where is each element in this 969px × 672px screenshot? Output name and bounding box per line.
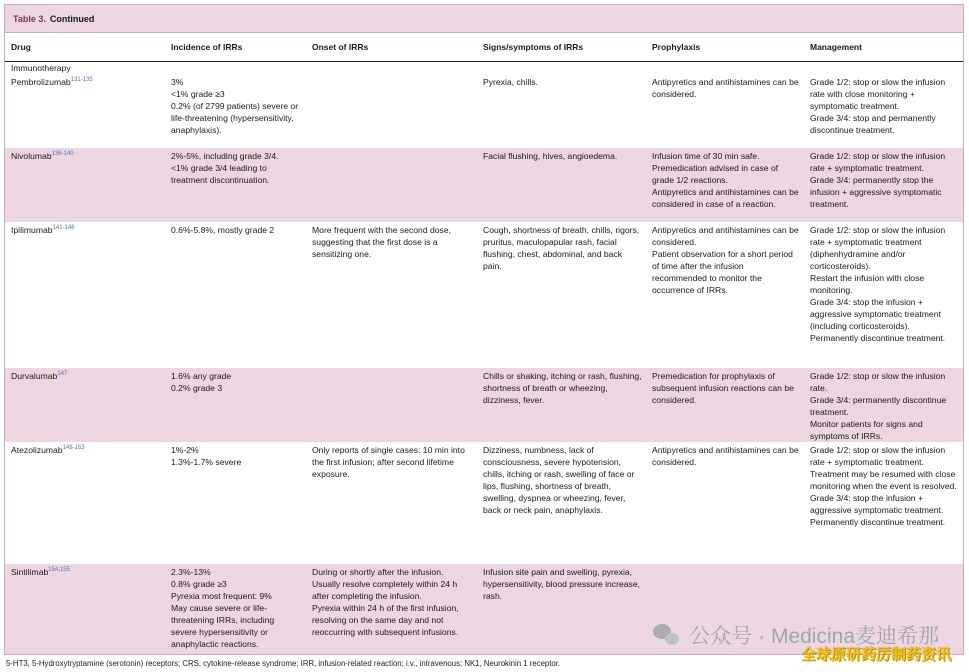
cell-onset <box>306 74 477 148</box>
management-text: Grade 1/2: stop or slow the infusion rate with close monitoring + symptomatic treatment. <box>810 77 946 111</box>
cell-onset <box>306 442 477 564</box>
prophylaxis-text: Antipyretics and antihistamines can be considered. <box>652 445 799 467</box>
prophylaxis-text: Antipyretics and antihistamines can be considered. <box>652 77 799 99</box>
table-row <box>5 148 964 222</box>
prophylaxis-text: Premedication for prophylaxis of subsequent infusion reactions can be considered. <box>652 371 794 405</box>
signs-text: Infusion site pain and swelling, pyrexia, hypersensitivity, blood pressure increase, rash. <box>483 567 640 601</box>
cell-management <box>804 148 964 222</box>
table-row <box>5 222 964 368</box>
group-label: Immunotherapy <box>11 63 71 73</box>
management-text: Grade 1/2: stop or slow the infusion rate + symptomatic treatment. <box>810 151 946 173</box>
wechat-icon <box>653 624 681 646</box>
header-row <box>5 33 964 62</box>
cell-incidence <box>165 368 306 442</box>
incidence-text: 1.6% any grade <box>171 371 232 381</box>
drug-name: Ipilimumab <box>11 225 53 235</box>
incidence-text: 0.8% grade ≥3 <box>171 579 227 589</box>
signs-text: Pyrexia, chills. <box>483 77 538 87</box>
cell-drug <box>5 74 165 148</box>
cell-prophylaxis <box>646 74 804 148</box>
header-drug: Drug <box>5 33 165 62</box>
header-prophylaxis: Prophylaxis <box>646 33 804 62</box>
drug-name: Sintilimab <box>11 567 49 577</box>
cell-prophylaxis <box>646 442 804 564</box>
table-row <box>5 368 964 442</box>
table-label: Table 3. <box>13 13 46 24</box>
incidence-text: Pyrexia most frequent: 9% <box>171 591 272 601</box>
onset-text: Usually resolve completely within 24 h after completing the infusion. <box>312 579 458 601</box>
watermark-text: 公众号 · Medicina麦迪希那 <box>689 625 939 648</box>
cell-signs <box>477 148 646 222</box>
cell-prophylaxis <box>646 222 804 368</box>
cell-prophylaxis <box>646 368 804 442</box>
signs-text: Chills or shaking, itching or rash, flushing, shortness of breath or wheezing, dizziness, fever. <box>483 371 642 405</box>
cell-signs <box>477 564 646 655</box>
prophylaxis-text: Antipyretics and antihistamines can be considered. <box>652 225 799 247</box>
incidence-text: 3% <box>171 77 184 87</box>
management-text: Grade 1/2: stop or slow the infusion rate + symptomatic treatment (diphenhydramine and/or corticosteroids). <box>810 225 946 271</box>
cell-incidence <box>165 74 306 148</box>
onset-text: More frequent with the second dose, suggesting that the first dose is a sensitizing one. <box>312 225 452 259</box>
cell-management <box>804 74 964 148</box>
header-management: Management <box>804 33 964 62</box>
table-footnote: 5-HT3, 5-Hydroxytryptamine (serotonin) receptors; CRS, cytokine-release syndrome; IRR, infusion-related reaction; i.v., intravenous; NK1, Neurokinin 1 receptor. <box>6 659 561 668</box>
cell-management <box>804 222 964 368</box>
cell-onset <box>306 222 477 368</box>
incidence-text: 0.2% grade 3 <box>171 383 223 393</box>
incidence-text: 0.2% (of 2799 patients) severe or life-threatening (hypersensitivity, anaphylaxis). <box>171 101 299 135</box>
reference-link[interactable]: 147 <box>57 371 68 377</box>
table-row <box>5 442 964 564</box>
watermark-secondary: 全球原研药厉制药资讯 <box>800 646 951 663</box>
reference-link[interactable]: 131-135 <box>70 77 93 83</box>
management-text: Grade 3/4: stop and permanently discontinue treatment. <box>810 113 936 135</box>
cell-prophylaxis <box>646 148 804 222</box>
management-text: Permanently discontinue treatment. <box>810 517 946 527</box>
onset-text: Only reports of single cases: 10 min into the first infusion; after second lifetime exposure. <box>312 445 465 479</box>
prophylaxis-text: Antipyretics and antihistamines can be considered in case of a reaction. <box>652 187 799 209</box>
cell-signs <box>477 222 646 368</box>
cell-drug <box>5 442 165 564</box>
management-text: Restart the infusion with close monitoring. <box>810 273 925 295</box>
cell-incidence <box>165 222 306 368</box>
group-row <box>5 62 964 75</box>
management-text: Permanently discontinue treatment. <box>810 333 946 343</box>
cell-drug <box>5 564 165 655</box>
reference-link[interactable]: 136-140 <box>51 151 74 157</box>
signs-text: Dizziness, numbness, lack of consciousness, severe hypotension, chills, itching or rash, swelling of face or lips, flushing, shortness of breath, swelling, dyspnea or wheezing, fever, back or neck pain, anaphylaxis. <box>483 445 635 515</box>
cell-onset <box>306 148 477 222</box>
cell-signs <box>477 442 646 564</box>
prophylaxis-text: Infusion time of 30 min safe. <box>652 151 760 161</box>
cell-drug <box>5 148 165 222</box>
cell-management <box>804 442 964 564</box>
reference-link[interactable]: 141-146 <box>52 225 75 231</box>
irr-table <box>5 33 964 655</box>
cell-management <box>804 368 964 442</box>
table-continued: Continued <box>49 13 95 24</box>
signs-text: Facial flushing, hives, angioedema. <box>483 151 618 161</box>
table-frame <box>4 4 964 655</box>
management-text: Grade 3/4: stop the infusion + aggressive symptomatic treatment (including corticosteroids). <box>810 297 941 331</box>
management-text: Grade 3/4: stop the infusion + aggressive symptomatic treatment. <box>810 493 944 515</box>
cell-onset <box>306 564 477 655</box>
table-caption <box>5 5 963 33</box>
cell-drug <box>5 222 165 368</box>
cell-incidence <box>165 148 306 222</box>
cell-incidence <box>165 442 306 564</box>
incidence-text: 2.3%-13% <box>171 567 211 577</box>
drug-name: Nivolumab <box>11 151 52 161</box>
cell-signs <box>477 368 646 442</box>
incidence-text: <1% grade ≥3 <box>171 89 225 99</box>
header-onset: Onset of IRRs <box>306 33 477 62</box>
cell-onset <box>306 368 477 442</box>
table-row <box>5 74 964 148</box>
management-text: Grade 3/4: permanently discontinue treatment. <box>810 395 947 417</box>
cell-signs <box>477 74 646 148</box>
onset-text: Pyrexia within 24 h of the first infusion, resolving on the same day and not reoccurring with subsequent infusions. <box>312 603 459 637</box>
incidence-text: May cause severe or life-threatening IRRs, including severe hypersensitivity or anaphylactic reactions. <box>171 603 275 649</box>
management-text: Grade 1/2: stop or slow the infusion rate + symptomatic treatment. Treatment may be resumed with close monitoring when the event is resolved. <box>810 445 957 491</box>
cell-incidence <box>165 564 306 655</box>
drug-name: Durvalumab <box>11 371 58 381</box>
header-signs: Signs/symptoms of IRRs <box>477 33 646 62</box>
incidence-text: 1.3%-1.7% severe <box>171 457 242 467</box>
signs-text: Cough, shortness of breath, chills, rigors, pruritus, maculopapular rash, facial flushing, chest, abdominal, and back pain. <box>483 225 640 271</box>
management-text: Grade 3/4: permanently stop the infusion + aggressive symptomatic treatment. <box>810 175 942 209</box>
reference-link[interactable]: 148-153 <box>62 445 85 451</box>
management-text: Monitor patients for signs and symptoms of IRRs. <box>810 419 923 441</box>
prophylaxis-text: Premedication advised in case of grade 1/2 reactions. <box>652 163 779 185</box>
incidence-text: 2%-5%, including grade 3/4. <box>171 151 279 161</box>
onset-text: During or shortly after the infusion. <box>312 567 444 577</box>
incidence-text: 0.6%-5.8%, mostly grade 2 <box>171 225 275 235</box>
incidence-text: 1%-2% <box>171 445 199 455</box>
header-incidence: Incidence of IRRs <box>165 33 306 62</box>
reference-link[interactable]: 154,155 <box>48 567 70 573</box>
management-text: Grade 1/2: stop or slow the infusion rate. <box>810 371 946 393</box>
prophylaxis-text: Patient observation for a short period of time after the infusion recommended to monitor the occurrence of IRRs. <box>652 249 793 295</box>
drug-name: Pembrolizumab <box>11 77 71 87</box>
incidence-text: <1% grade 3/4 leading to treatment discontinuation. <box>171 163 270 185</box>
cell-drug <box>5 368 165 442</box>
drug-name: Atezolizumab <box>11 445 63 455</box>
